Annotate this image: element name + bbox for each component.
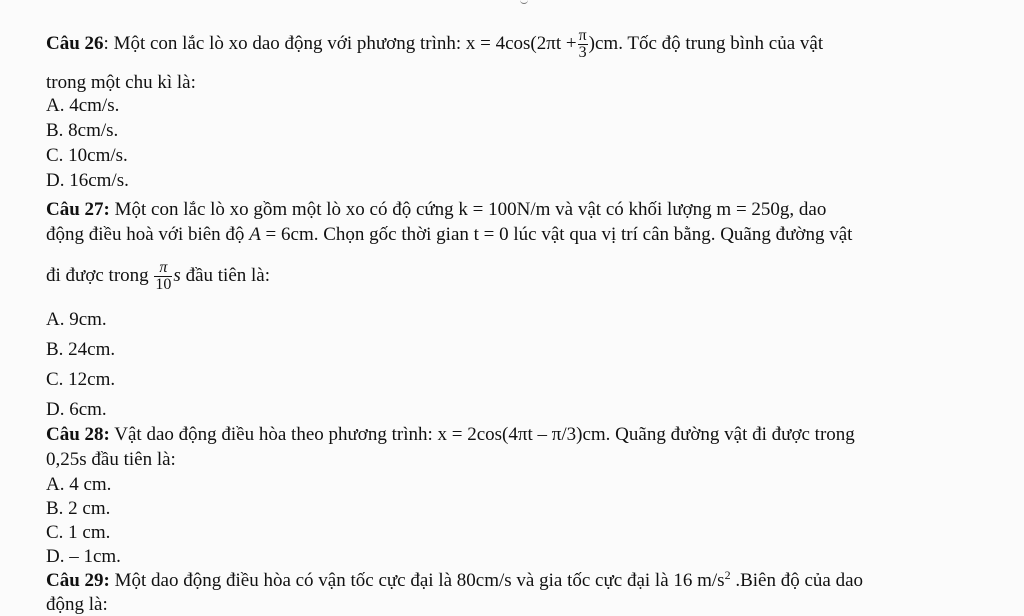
q27-label: Câu 27: bbox=[46, 199, 110, 220]
q27-frac-den: 10 bbox=[155, 276, 172, 293]
q26-option-a: A. 4cm/s. bbox=[46, 95, 120, 116]
q28-option-b: B. 2 cm. bbox=[46, 498, 111, 519]
q26-line-2: trong một chu kì là: bbox=[46, 72, 196, 93]
q26-option-d: D. 16cm/s. bbox=[46, 170, 129, 191]
q26-text-a: : Một con lắc lò xo dao động với phương trình: x = 4cos(2πt + bbox=[103, 32, 577, 54]
q27-fraction bbox=[154, 260, 172, 293]
q27-option-b: B. 24cm. bbox=[46, 339, 116, 360]
q29-line1-b: .Biên độ của dao bbox=[730, 570, 864, 591]
q27-frac-num: π bbox=[159, 259, 168, 276]
q26-option-c: C. 10cm/s. bbox=[46, 145, 128, 166]
q29-line-2: động là: bbox=[46, 594, 108, 615]
q28-line-2: 0,25s đầu tiên là: bbox=[46, 449, 176, 470]
top-edge-mark bbox=[520, 0, 528, 4]
q28-label: Câu 28: bbox=[46, 424, 110, 445]
q27-option-d: D. 6cm. bbox=[46, 399, 107, 420]
q29-exponent: 2 bbox=[724, 568, 731, 582]
q27-line2-b: = 6cm. Chọn gốc thời gian t = 0 lúc vật qua vị trí cân bằng. Quãng đường vật bbox=[260, 224, 853, 245]
q28-option-a: A. 4 cm. bbox=[46, 474, 112, 495]
q28-option-c: C. 1 cm. bbox=[46, 522, 111, 543]
q27-line3-a: đi được trong bbox=[46, 264, 154, 286]
q27-line-3 bbox=[46, 260, 270, 293]
q27-option-a: A. 9cm. bbox=[46, 309, 107, 330]
q27-line2-a: động điều hoà với biên độ bbox=[46, 224, 250, 245]
q29-line1-a: Một dao động điều hòa có vận tốc cực đại là 80cm/s và gia tốc cực đại là 16 m/s bbox=[109, 570, 725, 591]
q26-option-b: B. 8cm/s. bbox=[46, 120, 119, 141]
q26-text-b: )cm. Tốc độ trung bình của vật bbox=[588, 32, 824, 54]
q26-frac-num: π bbox=[578, 27, 587, 44]
q28-option-d: D. – 1cm. bbox=[46, 546, 121, 567]
q29-label: Câu 29: bbox=[46, 570, 110, 591]
q26-frac-den: 3 bbox=[578, 44, 587, 61]
q29-line-1 bbox=[46, 570, 863, 592]
q27-line-1 bbox=[46, 199, 826, 221]
q28-line1: Vật dao động điều hòa theo phương trình: x = 2cos(4πt – π/3)cm. Quãng đường vật đi được trong bbox=[109, 424, 855, 445]
q27-option-c: C. 12cm. bbox=[46, 369, 116, 390]
q26-label: Câu 26 bbox=[46, 32, 104, 54]
q27-line3-b: đầu tiên là: bbox=[180, 264, 270, 286]
q27-unit: s bbox=[173, 264, 181, 286]
q27-line-2 bbox=[46, 224, 852, 246]
q28-line-1 bbox=[46, 424, 855, 446]
q26-line-1 bbox=[46, 28, 823, 61]
q27-amplitude-var: A bbox=[249, 224, 261, 245]
q27-line1: Một con lắc lò xo gồm một lò xo có độ cứng k = 100N/m và vật có khối lượng m = 250g, dao bbox=[109, 199, 827, 220]
q26-fraction bbox=[578, 28, 588, 61]
